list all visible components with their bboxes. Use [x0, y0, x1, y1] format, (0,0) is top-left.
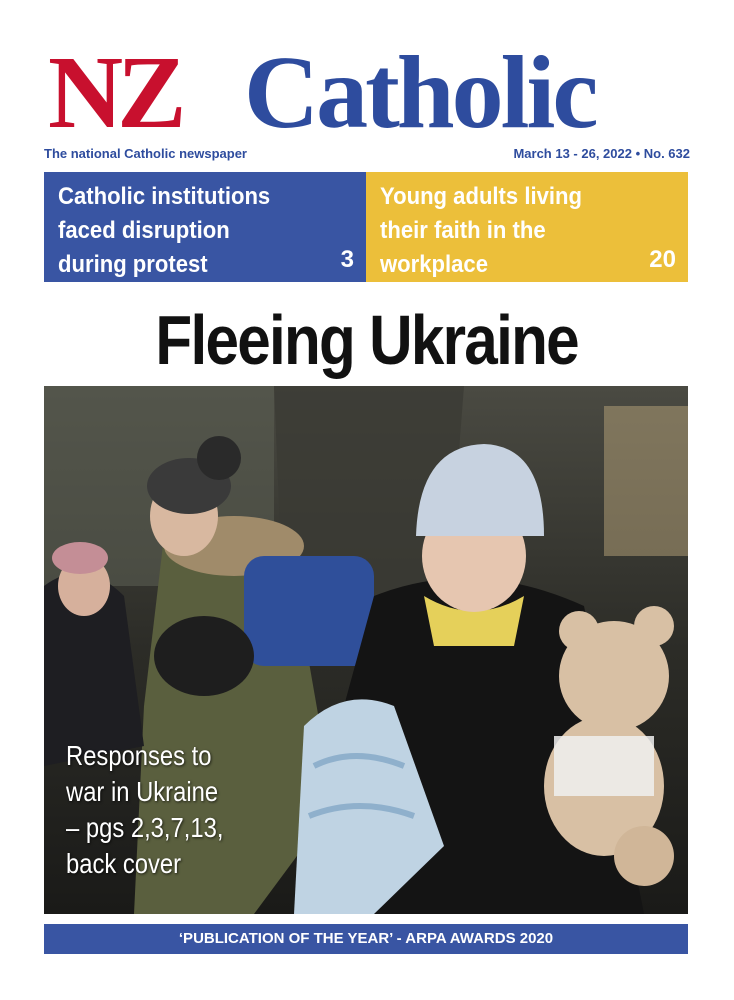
teaser-line: their faith in the [380, 217, 546, 244]
teaser-page-number: 20 [649, 246, 676, 273]
caption-line: war in Ukraine [66, 776, 219, 807]
teaser-young-adults[interactable] [366, 172, 688, 282]
masthead [44, 35, 694, 150]
caption-line: Responses to [66, 740, 212, 771]
main-headline-text: Fleeing Ukraine [155, 301, 579, 379]
teaser-young-adults-text [380, 180, 628, 282]
teaser-line: during protest [58, 251, 208, 278]
teaser-line: faced disruption [58, 217, 230, 244]
teaser-protest[interactable] [44, 172, 366, 282]
caption-line: back cover [66, 848, 182, 879]
masthead-catholic: Catholic [244, 35, 596, 150]
teaser-page-number: 3 [340, 246, 354, 273]
issue-date: March 13 - 26, 2022 • No. 632 [513, 146, 690, 161]
tagline: The national Catholic newspaper [44, 146, 247, 161]
teaser-line: Catholic institutions [58, 183, 271, 210]
photo-caption[interactable] [66, 738, 306, 882]
caption-line: – pgs 2,3,7,13, [66, 812, 224, 843]
cover-photo [44, 386, 688, 914]
main-headline [0, 300, 734, 380]
teaser-line: Young adults living [380, 183, 582, 210]
award-banner: ‘PUBLICATION OF THE YEAR’ - ARPA AWARDS 2020 [44, 924, 688, 954]
masthead-nz: NZ [48, 35, 181, 150]
teaser-protest-text [58, 180, 306, 282]
teaser-line: workplace [380, 251, 488, 278]
